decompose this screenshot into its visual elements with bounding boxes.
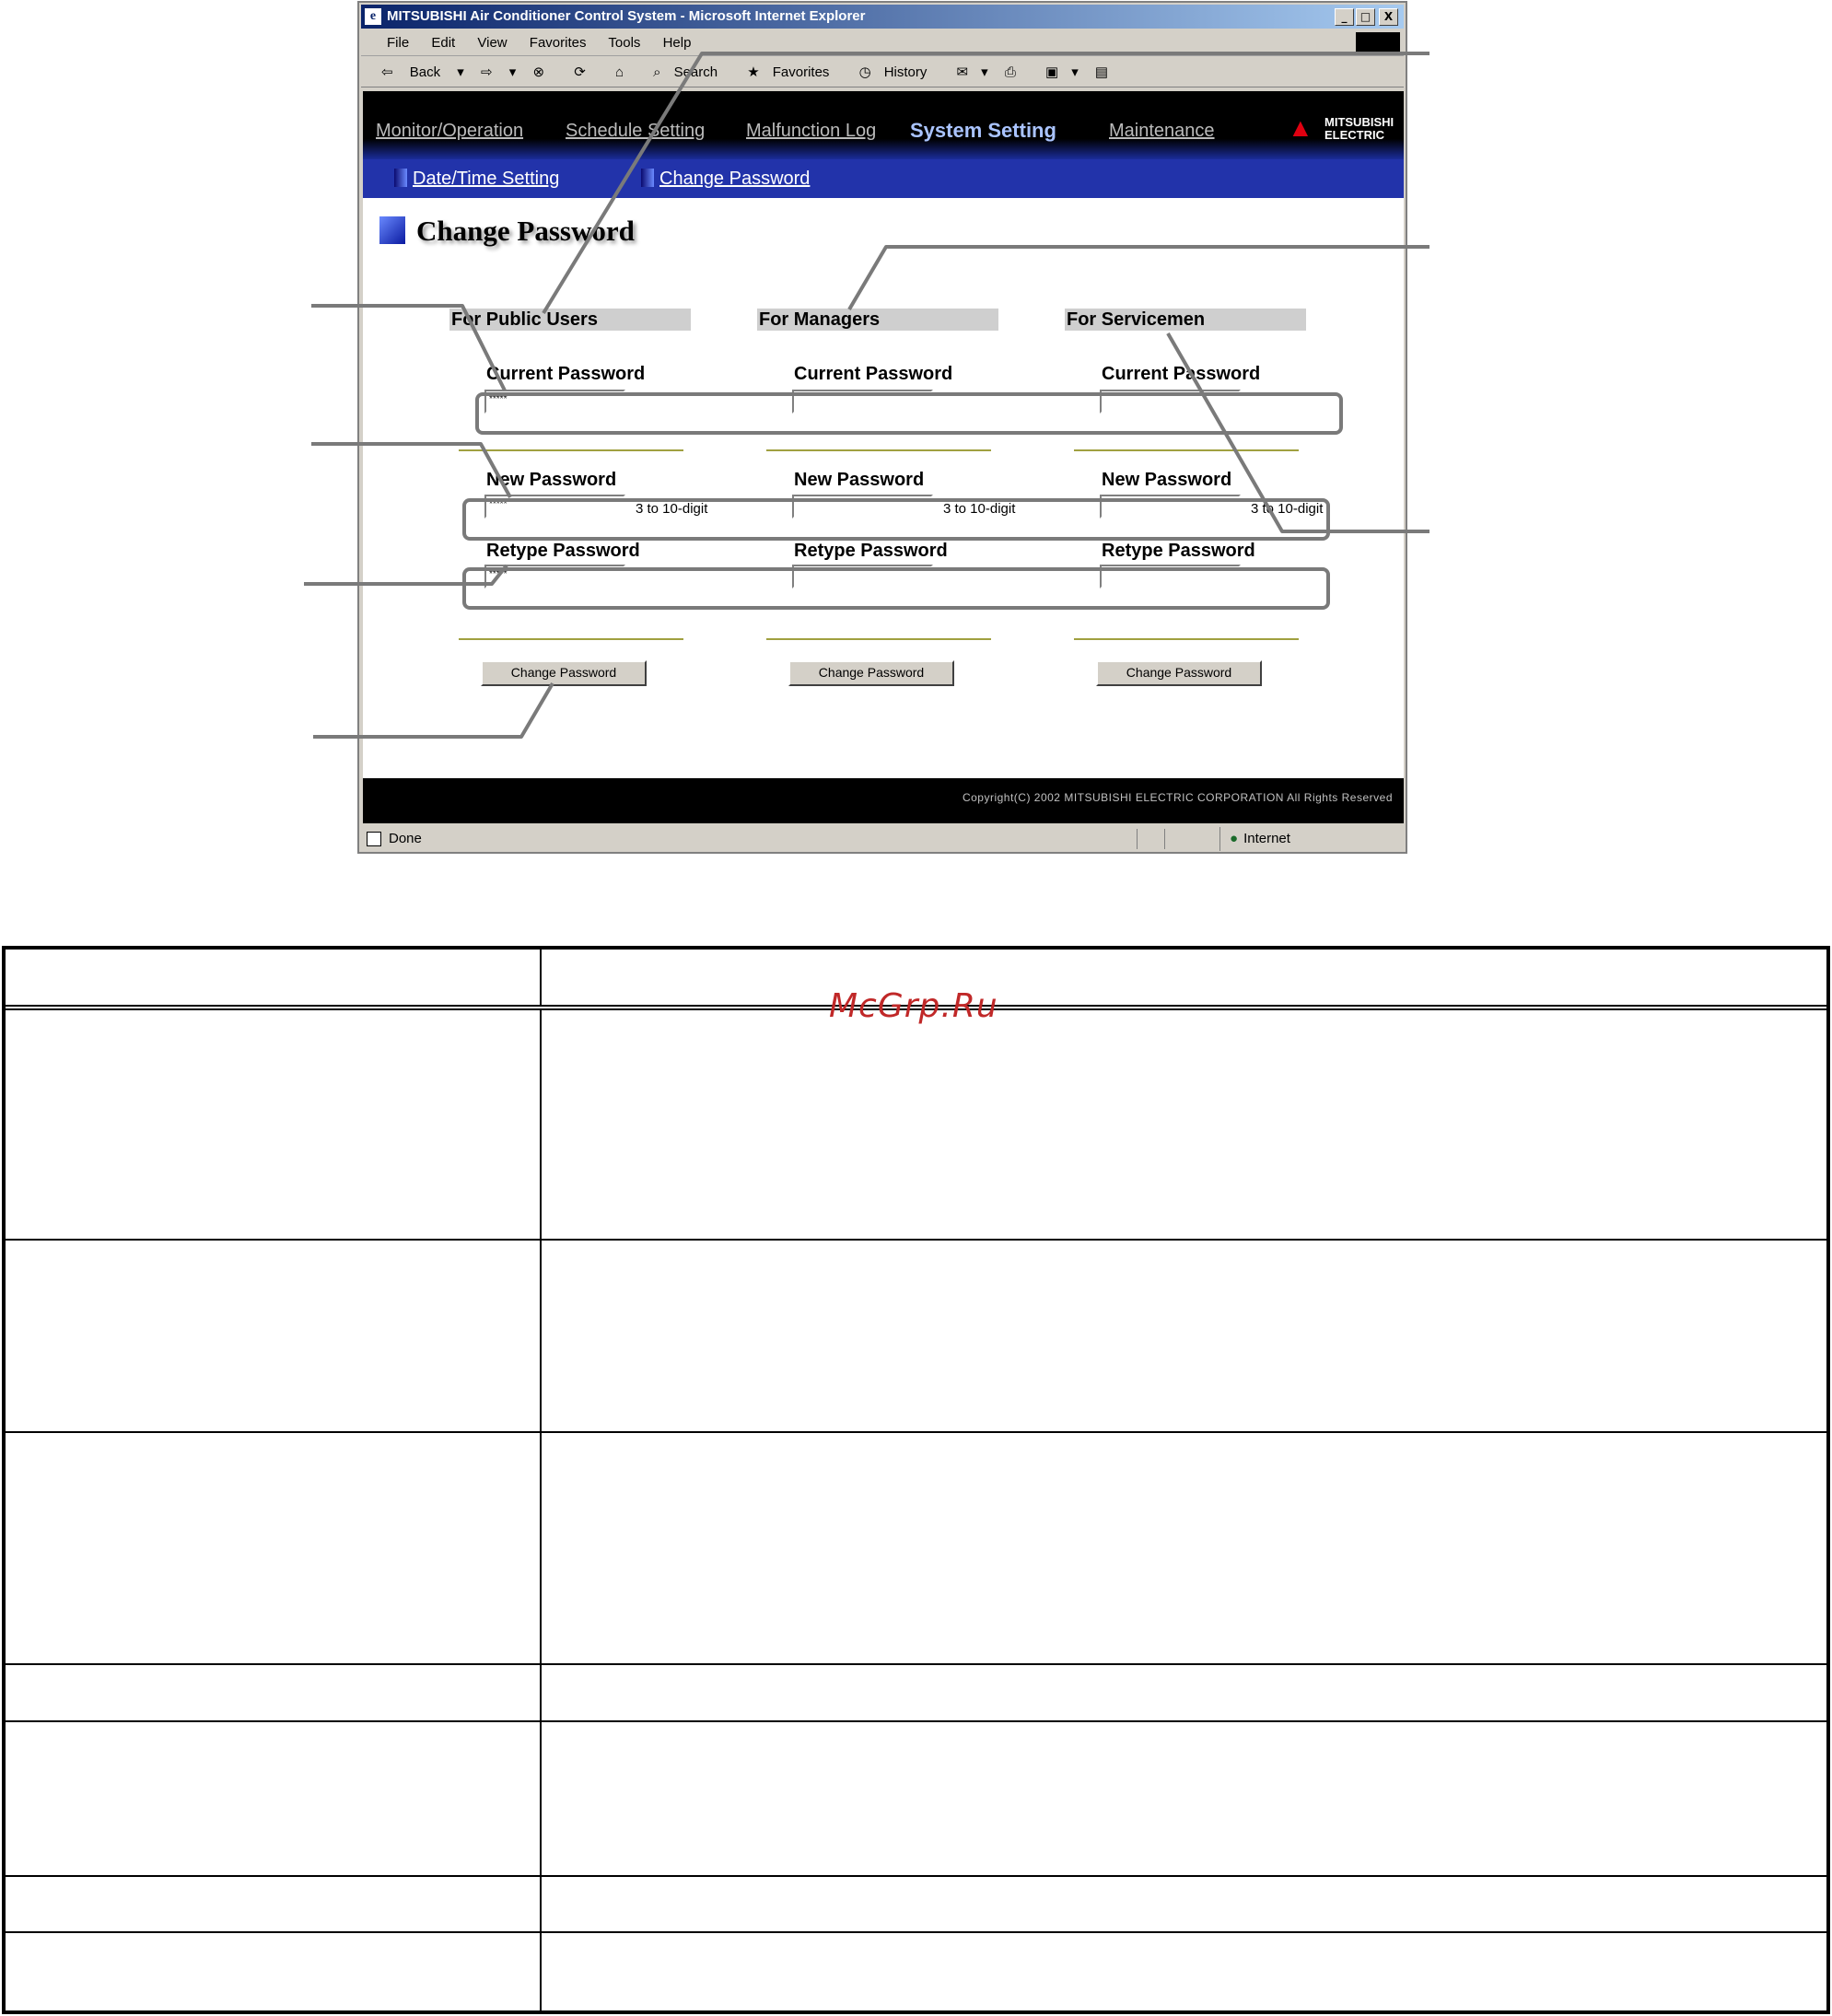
maximize-button[interactable]: □ [1356,8,1375,26]
title-square-icon [379,216,405,244]
status-cell [1164,829,1192,849]
managers-retype-password-input[interactable] [792,565,933,588]
edit-icon: ▣ [1045,64,1059,80]
status-cell [1137,829,1164,849]
discuss-icon: ▤ [1094,64,1109,80]
refresh-button[interactable] [574,64,599,80]
separator [459,638,683,640]
public-new-password-input[interactable]: ***** [484,495,625,519]
menu-edit[interactable]: Edit [431,35,456,51]
sub-nav [363,159,1404,198]
internet-zone-indicator: ● Internet [1219,827,1385,851]
main-nav [363,91,1404,159]
status-bar [361,827,1404,851]
back-button[interactable]: ⇦ Back ▾ [381,64,464,80]
print-icon: ⎙ [1004,64,1016,80]
minimize-button[interactable]: _ [1335,8,1354,26]
three-diamonds-icon: ▲ [1288,113,1313,142]
servicemen-current-password-input[interactable] [1100,390,1241,414]
label-new-password: New Password [794,470,925,490]
label-current-password: Current Password [794,364,953,384]
search-button[interactable]: ⌕ Search [653,64,718,80]
search-icon: ⌕ [653,64,661,80]
managers-change-password-button[interactable]: Change Password [788,660,954,686]
forward-arrow-icon: ⇨ [480,64,493,80]
separator [766,449,991,451]
servicemen-change-password-button[interactable]: Change Password [1096,660,1262,686]
menu-favorites[interactable]: Favorites [529,35,587,51]
menu-tools[interactable]: Tools [608,35,641,51]
windows-logo-icon [1356,32,1400,54]
label-retype-password: Retype Password [486,541,640,561]
ie-icon: e [365,8,381,25]
menu-help[interactable]: Help [662,35,692,51]
public-current-password-input[interactable]: ***** [484,390,625,414]
table-row [6,1933,1826,2010]
separator [1074,638,1299,640]
public-change-password-button[interactable]: Change Password [481,660,647,686]
toolbar [361,58,1404,87]
label-retype-password: Retype Password [1102,541,1255,561]
header-managers: For Managers [757,309,998,331]
history-icon: ◷ [858,64,871,80]
window-title: MITSUBISHI Air Conditioner Control System - Microsoft Internet Explorer [387,8,866,24]
forward-button[interactable]: ⇨ ▾ [480,64,517,80]
status-text: Done [389,831,422,846]
table-row [6,1433,1826,1665]
nav-malfunction-log[interactable]: Malfunction Log [746,121,877,141]
managers-new-password-input[interactable] [792,495,933,519]
table-row [6,1877,1826,1933]
separator [1074,449,1299,451]
public-retype-password-input[interactable]: ***** [484,565,625,588]
menu-file[interactable]: File [387,35,410,51]
watermark-text: McGrp.Ru [829,987,998,1025]
home-icon: ⌂ [614,64,624,80]
favorites-button[interactable]: ★ Favorites [747,64,830,80]
mitsubishi-logo: ▲ MITSUBISHI ELECTRIC [1288,113,1394,142]
history-button[interactable]: ◷ History [858,64,928,80]
digit-hint: 3 to 10-digit [1251,501,1324,517]
favorites-icon: ★ [747,64,760,80]
subnav-date-time-setting[interactable]: Date/Time Setting [413,169,560,189]
mail-icon: ✉ [956,64,969,80]
nav-system-setting[interactable]: System Setting [910,119,1056,142]
header-public-users: For Public Users [449,309,691,331]
web-page: Monitor/Operation Schedule Setting Malfunction Log System Setting Maintenance ▲ MITSUBISHI ELECTRIC Date/Time Setting Change Password Change Password For Public Users Current Password ***** New Password ***** 3 to 10-digit Retype Password ***** Change Password For Managers Current Password New Password 3 to 10-digit Retype Password Change Password For Servicemen Current Password New Password 3 to 10-digit Retype Password Change Password Copyright(C) 2002 MITSUBISHI ELECTRIC CORPORATION All Rights Reserved [363,91,1404,823]
page-done-icon [367,832,381,846]
table-row [6,1722,1826,1877]
stop-button[interactable] [532,64,557,80]
digit-hint: 3 to 10-digit [636,501,708,517]
separator [766,638,991,640]
label-current-password: Current Password [486,364,646,384]
edit-button[interactable]: ▣ ▾ [1045,64,1079,80]
label-new-password: New Password [1102,470,1232,490]
digit-hint: 3 to 10-digit [943,501,1016,517]
label-retype-password: Retype Password [794,541,948,561]
table-row [6,1010,1826,1241]
label-current-password: Current Password [1102,364,1261,384]
table-row [6,1665,1826,1722]
nav-maintenance[interactable]: Maintenance [1109,121,1215,141]
page-footer: Copyright(C) 2002 MITSUBISHI ELECTRIC CORPORATION All Rights Reserved [363,778,1404,823]
stop-icon: ⊗ [532,64,545,80]
close-button[interactable]: X [1379,8,1398,26]
discuss-button[interactable] [1095,64,1121,80]
description-table [2,946,1830,2014]
nav-monitor-operation[interactable]: Monitor/Operation [376,121,524,141]
subnav-change-password[interactable]: Change Password [659,169,811,189]
menu-view[interactable]: View [477,35,508,51]
title-bar [361,5,1404,29]
servicemen-new-password-input[interactable] [1100,495,1241,519]
separator [459,449,683,451]
servicemen-retype-password-input[interactable] [1100,565,1241,588]
menu-bar [361,30,1404,56]
browser-window [357,1,1407,854]
nav-schedule-setting[interactable]: Schedule Setting [566,121,706,141]
back-arrow-icon: ⇦ [381,64,393,80]
table-row [6,1241,1826,1433]
label-new-password: New Password [486,470,617,490]
managers-current-password-input[interactable] [792,390,933,414]
refresh-icon: ⟳ [574,64,586,80]
print-button[interactable] [1005,64,1029,80]
home-button[interactable] [615,64,636,80]
mail-button[interactable]: ✉ ▾ [956,64,988,80]
header-servicemen: For Servicemen [1065,309,1306,331]
